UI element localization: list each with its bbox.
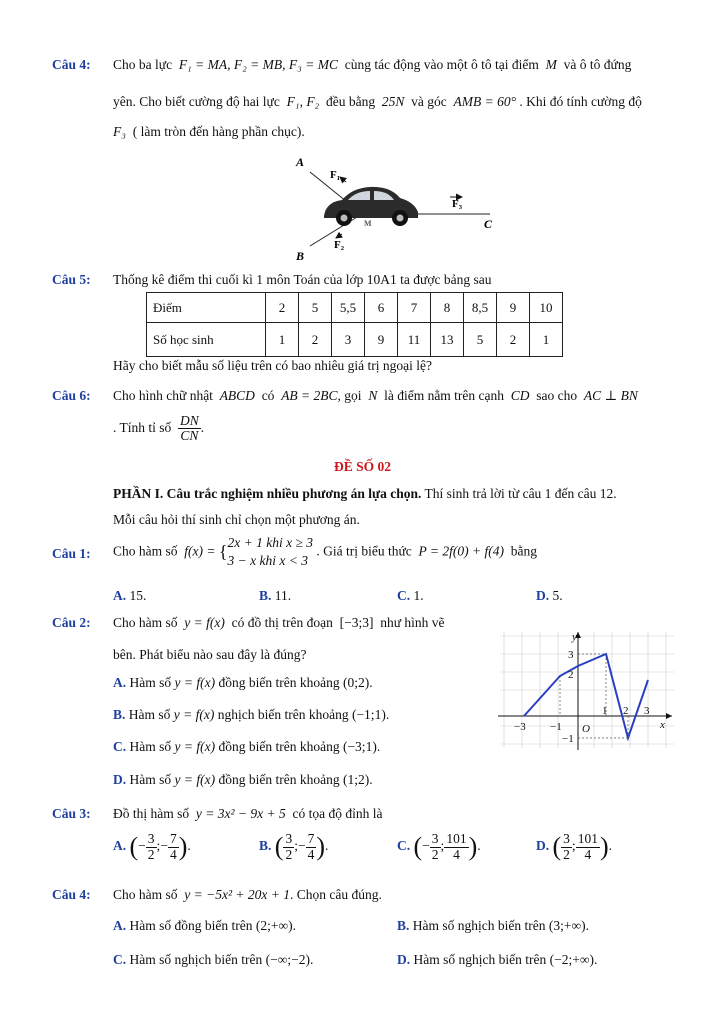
question-text-line: Thống kê điểm thi cuối kì 1 môn Toán của lớp 10A1 ta được bảng sau — [113, 272, 492, 287]
fraction: $\frac{3}{2}$ — [563, 831, 570, 862]
table-header-cell: Số học sinh — [147, 323, 266, 357]
y-axis-label: y — [572, 631, 577, 643]
math-expression: F₁ = MA, F₂ = MB, F₃ = MC — [178, 57, 338, 72]
question-text-line: Cho hình chữ nhật ABCD có AB = 2BC, gọi N là điểm nằm trên cạnh CD sao cho AC ⊥ BN — [113, 388, 638, 403]
question-label: Câu 2: — [52, 615, 91, 630]
question-label: Câu 5: — [52, 272, 91, 287]
question-text-line: . Tính tỉ số $\frac{DN}{CN}$ . — [113, 413, 205, 444]
question-text-line: Cho hàm số y = f(x) có đồ thị trên đoạn [−3;3] như hình vẽ — [113, 615, 445, 630]
x-tick-label: 1 — [602, 705, 608, 717]
answer-option-b[interactable]: B. 11. — [259, 588, 292, 603]
x-tick-label: −1 — [550, 721, 562, 733]
fraction: $\frac{101}{4}$ — [446, 831, 467, 862]
question-text-line: Đồ thị hàm số y = 3x² − 9x + 5 có tọa độ đỉnh là — [113, 806, 383, 821]
table-row: Điểm 2 5 5,5 6 7 8 8,5 9 10 — [147, 293, 563, 323]
question-label: Câu 3: — [52, 806, 91, 821]
answer-option-d[interactable]: D. Hàm số nghịch biến trên (−2;+∞). — [397, 952, 598, 967]
answer-option-b[interactable]: B. Hàm số y = f(x) nghịch biến trên khoảng (−1;1). — [113, 707, 390, 722]
question-text-line: Cho hàm số y = −5x² + 20x + 1. Chọn câu đúng. — [113, 887, 382, 902]
fraction: $\frac{3}{2}$ — [147, 831, 155, 862]
question-label: Câu 4: — [52, 887, 91, 902]
answer-option-d[interactable]: D. 5. — [536, 588, 563, 603]
answer-option-c[interactable]: C. Hàm số y = f(x) đồng biến trên khoảng (−3;1). — [113, 739, 381, 754]
question-label: Câu 6: — [52, 388, 91, 403]
function-graph — [496, 628, 678, 752]
answer-option-a[interactable]: A. Hàm số đồng biến trên (2;+∞). — [113, 918, 296, 933]
x-tick-label: 3 — [644, 705, 650, 717]
fraction: $\frac{3}{2}$ — [431, 831, 439, 862]
fraction: $\frac{3}{2}$ — [285, 831, 293, 862]
answer-option-a[interactable]: A. 15. — [113, 588, 147, 603]
table-header-cell: Điểm — [147, 293, 266, 323]
score-table — [146, 292, 563, 357]
point-label: A — [296, 155, 305, 169]
point-label: B — [296, 249, 305, 263]
answer-option-c[interactable]: C. Hàm số nghịch biến trên (−∞;−2). — [113, 952, 314, 967]
question-text-line: bên. Phát biểu nào sau đây là đúng? — [113, 647, 307, 662]
point-label: M — [364, 219, 372, 228]
car-force-diagram — [290, 152, 510, 264]
x-tick-label: −3 — [514, 721, 526, 733]
answer-option-b[interactable]: B. ( $\frac{3}{2}$ ;− $\frac{7}{4}$ ). — [259, 831, 329, 862]
section-instructions: PHẦN I. Câu trắc nghiệm nhiều phương án lựa chọn. Thí sinh trả lời từ câu 1 đến câu 12. — [113, 486, 617, 501]
answer-option-a[interactable]: A. (− $\frac{3}{2}$ ;− $\frac{7}{4}$ ). — [113, 831, 191, 862]
fraction: $\frac{DN}{CN}$ — [180, 413, 199, 444]
answer-option-d[interactable]: D. ( $\frac{3}{2}$ ; $\frac{101}{4}$ ). — [536, 831, 612, 862]
question-text-line: Cho ba lực F₁ = MA, F₂ = MB, F₃ = MC cùng tác động vào một ô tô tại điểm M và ô tô đứng — [113, 57, 632, 72]
answer-option-a[interactable]: A. Hàm số y = f(x) đồng biến trên khoảng (0;2). — [113, 675, 373, 690]
force-label: F₃ — [452, 198, 463, 210]
y-tick-label: 2 — [568, 669, 574, 681]
question-text-line: yên. Cho biết cường độ hai lực F₁, F₂ đều bằng 25N và góc AMB = 60° . Khi đó tính cường độ — [113, 94, 642, 109]
question-text-line: Cho hàm số f(x) = { 2x + 1 khi x ≥ 3 3 − x khi x < 3 . Giá trị biểu thức P = 2f(0) + f(4) bằng — [113, 534, 537, 570]
y-tick-label: 3 — [568, 649, 574, 661]
x-axis-label: x — [660, 719, 665, 731]
question-text-line: Hãy cho biết mẫu số liệu trên có bao nhiêu giá trị ngoại lệ? — [113, 358, 433, 373]
question-text-line: F₃ ( làm tròn đến hàng phần chục). — [113, 124, 305, 139]
y-tick-label: −1 — [562, 733, 574, 745]
section-instructions: Mỗi câu hỏi thí sinh chỉ chọn một phương án. — [113, 512, 360, 527]
answer-option-b[interactable]: B. Hàm số nghịch biến trên (3;+∞). — [397, 918, 589, 933]
force-label: F₁ — [330, 169, 341, 181]
fraction: $\frac{101}{4}$ — [577, 831, 598, 862]
fraction: $\frac{7}{4}$ — [169, 831, 177, 862]
origin-label: O — [582, 723, 590, 735]
answer-option-c[interactable]: C. 1. — [397, 588, 424, 603]
fraction: $\frac{7}{4}$ — [307, 831, 315, 862]
answer-option-d[interactable]: D. Hàm số y = f(x) đồng biến trên khoảng (1;2). — [113, 772, 373, 787]
force-label: F₂ — [334, 239, 345, 251]
section-title: ĐỀ SỐ 02 — [333, 459, 391, 474]
piecewise-system: 2x + 1 khi x ≥ 3 3 − x khi x < 3 — [227, 535, 313, 569]
answer-option-c[interactable]: C. (− $\frac{3}{2}$ ; $\frac{101}{4}$ ). — [397, 831, 481, 862]
question-label: Câu 1: — [52, 546, 91, 561]
x-tick-label: 2 — [623, 705, 629, 717]
point-label: C — [484, 217, 493, 231]
question-label: Câu 4: — [52, 57, 91, 72]
table-row: Số học sinh 1 2 3 9 11 13 5 2 1 — [147, 323, 563, 357]
